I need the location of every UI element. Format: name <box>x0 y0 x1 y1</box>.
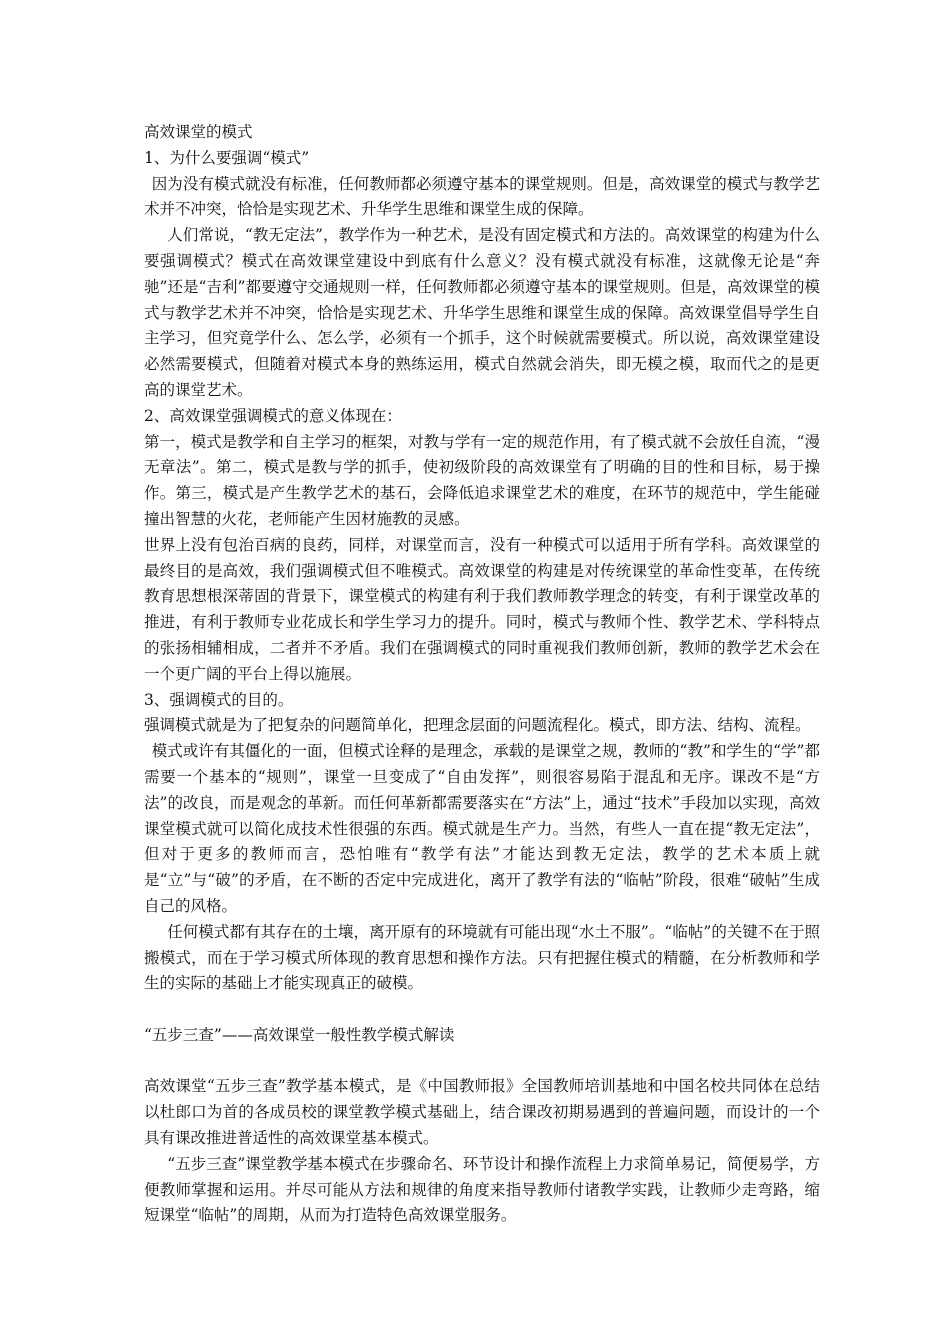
blank-line <box>144 1049 820 1075</box>
section-heading-2: 2、高效课堂强调模式的意义体现在： <box>144 406 402 425</box>
paragraph-5: 强调模式就是为了把复杂的问题简单化，把理念层面的问题流程化。模式，即方法、结构、流程。 <box>144 716 811 735</box>
paragraph-8: 高效课堂“五步三查”教学基本模式，是《中国教师报》全国教师培训基地和中国名校共同体在总结以杜郎口为首的各成员校的课堂教学模式基础上，结合课改初期易遇到的普遍问题，而设计的一个具有课改推进普适性的高效课堂基本模式。 <box>144 1077 820 1148</box>
paragraph-1: 因为没有模式就没有标准，任何教师都必须遵守基本的课堂规则。但是，高效课堂的模式与教学艺术并不冲突，恰恰是实现艺术、升华学生思维和课堂生成的保障。 <box>144 174 820 219</box>
paragraph-3: 第一，模式是教学和自主学习的框架，对教与学有一定的规范作用，有了模式就不会放任自流，“漫无章法”。第二，模式是教与学的抓手，使初级阶段的高效课堂有了明确的目的性和目标，易于操作。第三，模式是产生教学艺术的基石，会降低追求课堂艺术的难度，在环节的规范中，学生能碰撞出智慧的火花，老师能产生因材施教的灵感。 <box>144 432 820 528</box>
section-heading-3: 3、强调模式的目的。 <box>144 690 294 709</box>
section-heading-1: 1、为什么要强调“模式” <box>144 148 310 167</box>
blank-line <box>144 997 820 1023</box>
paragraph-2: 人们常说，“教无定法”，教学作为一种艺术，是没有固定模式和方法的。高效课堂的构建为什么要强调模式？模式在高效课堂建设中到底有什么意义？没有模式就没有标准，这就像无论是“奔驰”还是“吉利”都要遵守交通规则一样，任何教师都必须遵守基本的课堂规则。但是，高效课堂的模式与教学艺术并不冲突，恰恰是实现艺术、升华学生思维和课堂生成的保障。高效课堂倡导学生自主学习，但究竟学什么、怎么学，必须有一个抓手，这个时候就需要模式。所以说，高效课堂建设必然需要模式，但随着对模式本身的熟练运用，模式自然就会消失，即无模之模，取而代之的是更高的课堂艺术。 <box>144 226 820 399</box>
document-title: 高效课堂的模式 <box>144 123 253 141</box>
paragraph-9: “五步三查”课堂教学基本模式在步骤命名、环节设计和操作流程上力求简单易记，简便易学，方便教师掌握和运用。并尽可能从方法和规律的角度来指导教师付诸教学实践，让教师少走弯路，缩短课堂“临帖”的周期，从而为打造特色高效课堂服务。 <box>144 1154 820 1225</box>
document-page <box>144 120 820 1229</box>
paragraph-4: 世界上没有包治百病的良药，同样，对课堂而言，没有一种模式可以适用于所有学科。高效课堂的最终目的是高效，我们强调模式但不唯模式。高效课堂的构建是对传统课堂的革命性变革，在传统教育思想根深蒂固的背景下，课堂模式的构建有利于我们教师教学理念的转变，有利于课堂改革的推进，有利于教师专业花成长和学生学习力的提升。同时，模式与教师个性、教学艺术、学科特点的张扬相辅相成，二者并不矛盾。我们在强调模式的同时重视我们教师创新，教师的教学艺术会在一个更广阔的平台上得以施展。 <box>144 535 820 683</box>
paragraph-6: 模式或许有其僵化的一面，但模式诠释的是理念，承载的是课堂之规，教师的“教”和学生的“学”都需要一个基本的“规则”，课堂一旦变成了“自由发挥”，则很容易陷于混乱和无序。课改不是“方法”的改良，而是观念的革新。而任何革新都需要落实在“方法”上，通过“技术”手段加以实现，高效课堂模式就可以简化成技术性很强的东西。模式就是生产力。当然，有些人一直在提“教无定法”，但对于更多的教师而言，恐怕唯有“教学有法”才能达到教无定法，教学的艺术本质上就是“立”与“破”的矛盾，在不断的否定中完成进化，离开了教学有法的“临帖”阶段，很难“破帖”生成自己的风格。 <box>144 742 820 915</box>
paragraph-7: 任何模式都有其存在的土壤，离开原有的环境就有可能出现“水土不服”。“临帖”的关键不在于照搬模式，而在于学习模式所体现的教育思想和操作方法。只有把握住模式的精髓，在分析教师和学生的实际的基础上才能实现真正的破模。 <box>144 922 820 993</box>
section-heading-4: “五步三查”——高效课堂一般性教学模式解读 <box>144 1025 455 1044</box>
